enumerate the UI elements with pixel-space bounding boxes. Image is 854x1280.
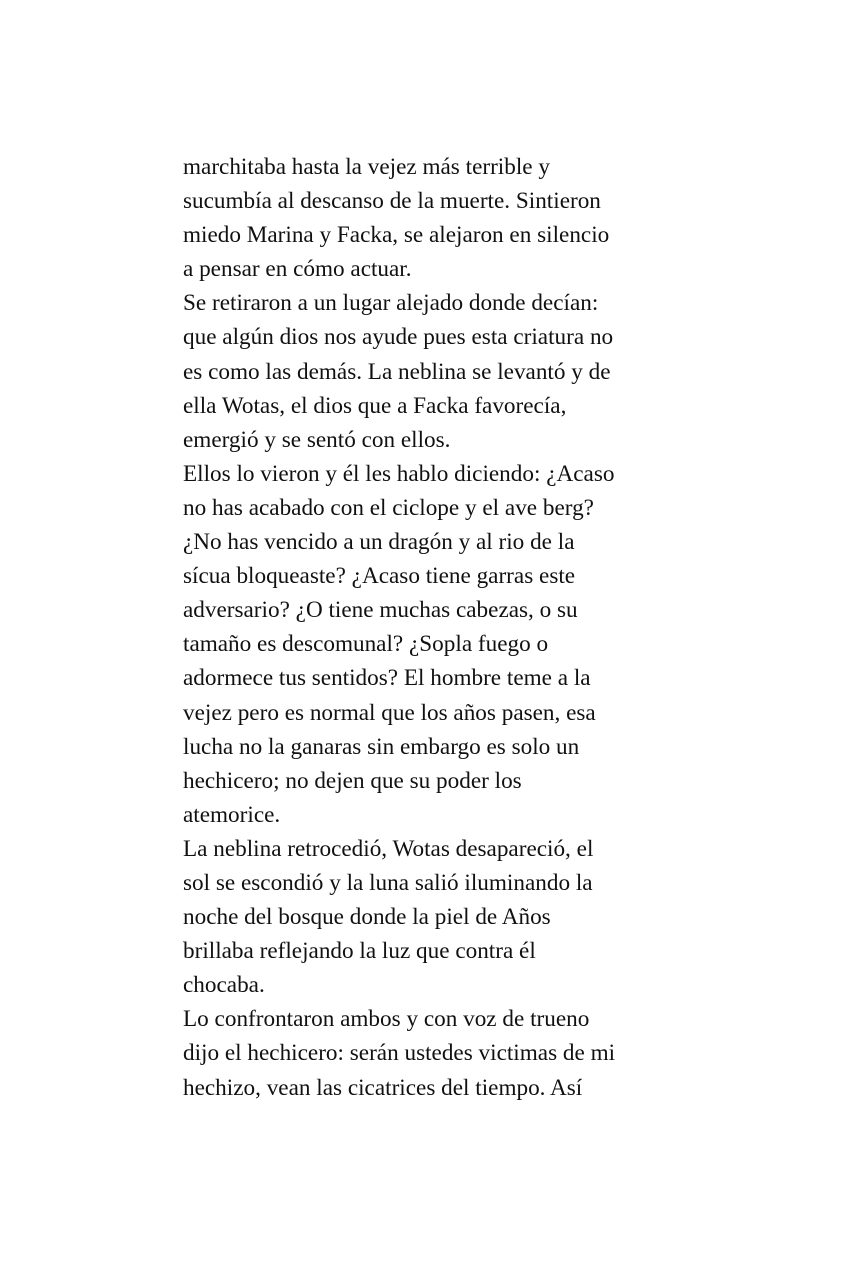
text-line: es como las demás. La neblina se levantó y de	[183, 358, 611, 385]
text-line: sucumbía al descanso de la muerte. Sintieron	[183, 188, 601, 215]
text-line: adormece tus sentidos? El hombre teme a la	[183, 665, 591, 692]
body-text	[183, 150, 683, 1105]
text-line: sícua bloqueaste? ¿Acaso tiene garras este	[183, 563, 576, 590]
text-line: ella Wotas, el dios que a Facka favorecía,	[183, 392, 567, 419]
text-line: ¿No has vencido a un dragón y al rio de la	[183, 529, 575, 556]
text-line: Lo confrontaron ambos y con voz de trueno	[183, 1006, 590, 1033]
text-line: brillaba reflejando la luz que contra él	[183, 938, 536, 965]
text-line: tamaño es descomunal? ¿Sopla fuego o	[183, 631, 549, 658]
text-line: La neblina retrocedió, Wotas desapareció, el	[183, 835, 594, 862]
text-line: Ellos lo vieron y él les hablo diciendo: ¿Acaso	[183, 460, 615, 487]
text-line: no has acabado con el ciclope y el ave berg?	[183, 494, 594, 521]
text-line: hechizo, vean las cicatrices del tiempo. Así	[183, 1074, 583, 1101]
text-line: dijo el hechicero: serán ustedes victimas de mi	[183, 1040, 616, 1067]
text-line: miedo Marina y Facka, se alejaron en silencio	[183, 222, 610, 249]
text-line: que algún dios nos ayude pues esta criatura no	[183, 324, 614, 351]
text-line: a pensar en cómo actuar.	[183, 256, 412, 283]
text-line: emergió y se sentó con ellos.	[183, 426, 451, 453]
text-line: vejez pero es normal que los años pasen, esa	[183, 699, 596, 726]
text-line: sol se escondió y la luna salió iluminando la	[183, 869, 593, 896]
text-line: noche del bosque donde la piel de Años	[183, 904, 551, 931]
text-line: adversario? ¿O tiene muchas cabezas, o su	[183, 597, 578, 624]
text-line: chocaba.	[183, 972, 265, 999]
text-line: hechicero; no dejen que su poder los	[183, 767, 522, 794]
text-line: Se retiraron a un lugar alejado donde decían:	[183, 290, 599, 317]
text-line: atemorice.	[183, 801, 281, 828]
text-line: lucha no la ganaras sin embargo es solo un	[183, 733, 580, 760]
text-line: marchitaba hasta la vejez más terrible y	[183, 154, 550, 180]
